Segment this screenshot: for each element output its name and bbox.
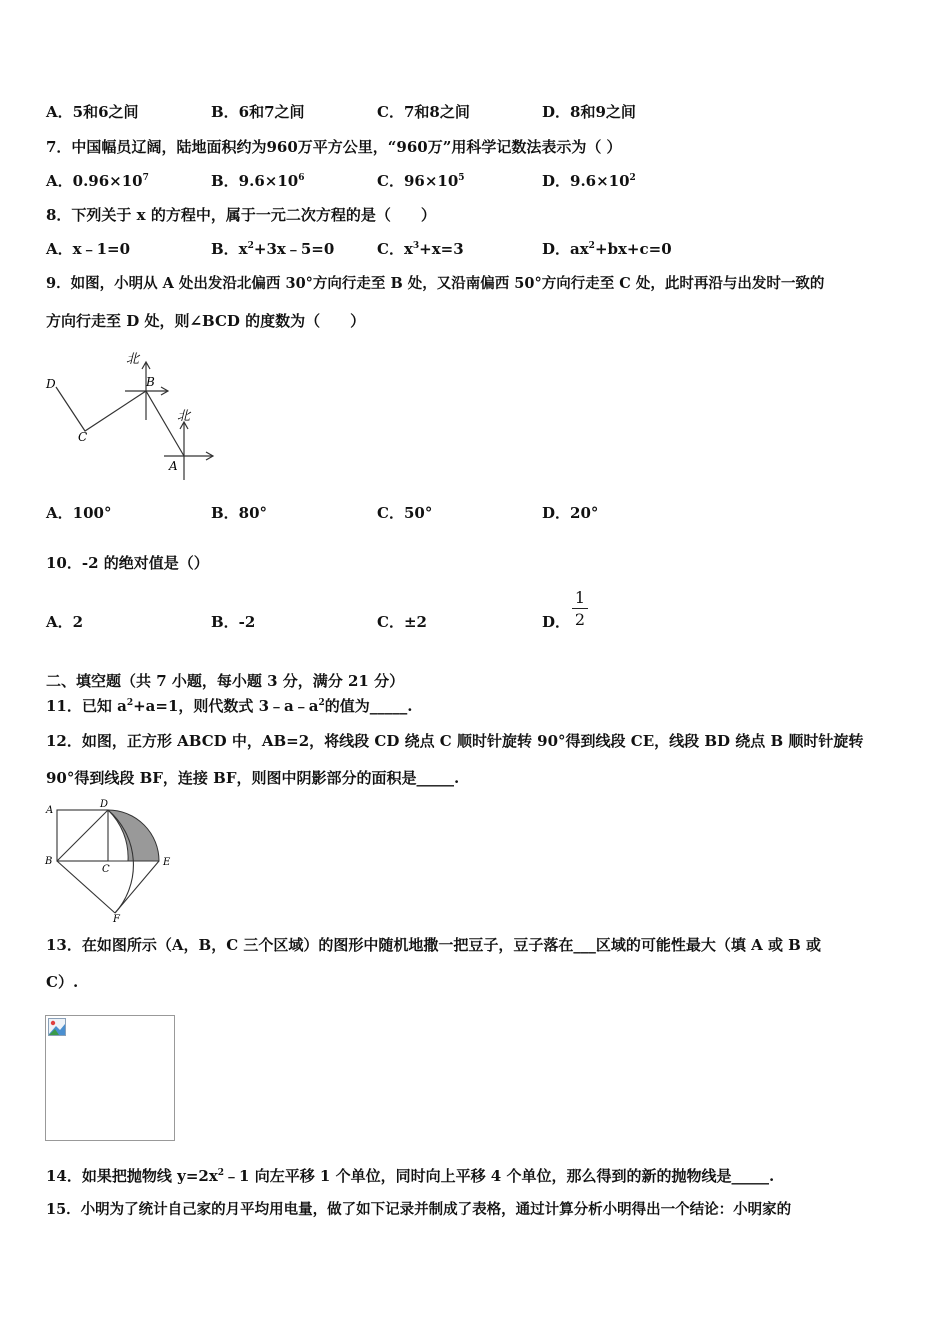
q8-option-c: C．$x^3+x=3$ <box>377 240 464 258</box>
q9-label-b: B <box>146 375 155 389</box>
q10-stem: 10．-2 的绝对值是（） <box>46 554 209 572</box>
q7-option-b: B．$9.6\times 10^6$ <box>211 172 305 190</box>
q6-option-c: C．7和8之间 <box>377 103 470 121</box>
q9-label-north-b: 北 <box>126 352 140 367</box>
q9-stem-line2: 方向行走至 D 处，则∠BCD 的度数为（ ） <box>46 312 366 330</box>
fraction-denominator: 2 <box>574 610 586 629</box>
q13-stem-line1: 13．在如图所示（A，B，C 三个区域）的图形中随机地撒一把豆子，豆子落在___区域的可能性最大（填 A 或 B 或 <box>46 936 822 954</box>
q12-label-e: E <box>163 857 171 868</box>
section-2-title: 二、填空题（共 7 小题，每小题 3 分，满分 21 分） <box>46 672 405 690</box>
q9-option-b: B．80° <box>211 504 268 522</box>
q15-stem-line1: 15．小明为了统计自己家的月平均用电量，做了如下记录并制成了表格，通过计算分析小明得出一个结论：小明家的 <box>46 1201 792 1218</box>
q12-square-figure <box>40 798 180 923</box>
q8-option-b: B．$x^2+3x﹣5=0$ <box>211 240 335 258</box>
q6-option-d: D．8和9之间 <box>542 103 636 121</box>
q8-option-a: A．x﹣1=0 <box>46 240 131 258</box>
q7-option-c: C．$96\times 10^5$ <box>377 172 465 190</box>
q12-stem-line1: 12．如图，正方形 ABCD 中，AB=2，将线段 CD 绕点 C 顺时针旋转 90°得到线段 CE，线段 BD 绕点 B 顺时针旋转 <box>46 732 864 750</box>
q9-label-north-a: 北 <box>177 409 191 424</box>
q12-label-d: D <box>100 799 109 810</box>
q8-option-d: D．$ax^2+bx+c=0$ <box>542 240 672 258</box>
q10-fraction-half <box>572 588 588 629</box>
q9-option-a: A．100° <box>46 504 112 522</box>
q9-label-d: D <box>46 377 56 391</box>
q12-stem-line2: 90°得到线段 BF，连接 BF，则图中阴影部分的面积是_____. <box>46 769 460 787</box>
q14-stem: 14．如果把抛物线 $y=2x^2﹣1$ 向左平移 1 个单位，同时向上平移 4 个单位，那么得到的新的抛物线是_____. <box>46 1167 775 1185</box>
q10-option-b: B．-2 <box>211 613 256 631</box>
q6-option-b: B．6和7之间 <box>211 103 305 121</box>
broken-image-icon <box>48 1018 66 1036</box>
q13-broken-image-placeholder <box>45 1015 175 1141</box>
q9-option-c: C．50° <box>377 504 433 522</box>
q9-option-d: D．20° <box>542 504 599 522</box>
q7-stem: 7．中国幅员辽阔，陆地面积约为960万平方公里，“960万”用科学记数法表示为（ ） <box>46 138 622 156</box>
q10-option-a: A．2 <box>46 613 84 631</box>
q13-stem-line2: C）. <box>46 973 79 991</box>
q12-label-b: B <box>45 856 53 867</box>
q10-option-c: C．±2 <box>377 613 427 631</box>
q9-direction-figure <box>40 345 220 485</box>
q10-option-d: D． <box>542 613 571 631</box>
q12-label-a: A <box>46 805 54 816</box>
q11-stem: 11．已知 $a^2+a=1$，则代数式 $3﹣a﹣a^2$的值为_____. <box>46 697 413 715</box>
q9-label-a: A <box>169 459 178 473</box>
q12-label-c: C <box>102 864 110 875</box>
q8-stem: 8．下列关于 x 的方程中，属于一元二次方程的是（ ） <box>46 206 436 224</box>
q9-stem-line1: 9．如图，小明从 A 处出发沿北偏西 30°方向行走至 B 处，又沿南偏西 50°方向行走至 C 处，此时再沿与出发时一致的 <box>46 275 825 292</box>
q7-option-a: A．$0.96\times 10^7$ <box>46 172 149 190</box>
q12-label-f: F <box>113 914 120 923</box>
q9-label-c: C <box>78 430 88 444</box>
fraction-bar <box>572 608 588 609</box>
q6-option-a: A．5和6之间 <box>46 103 139 121</box>
q7-option-d: D．$9.6\times 10^2$ <box>542 172 636 190</box>
fraction-numerator: 1 <box>574 588 586 607</box>
